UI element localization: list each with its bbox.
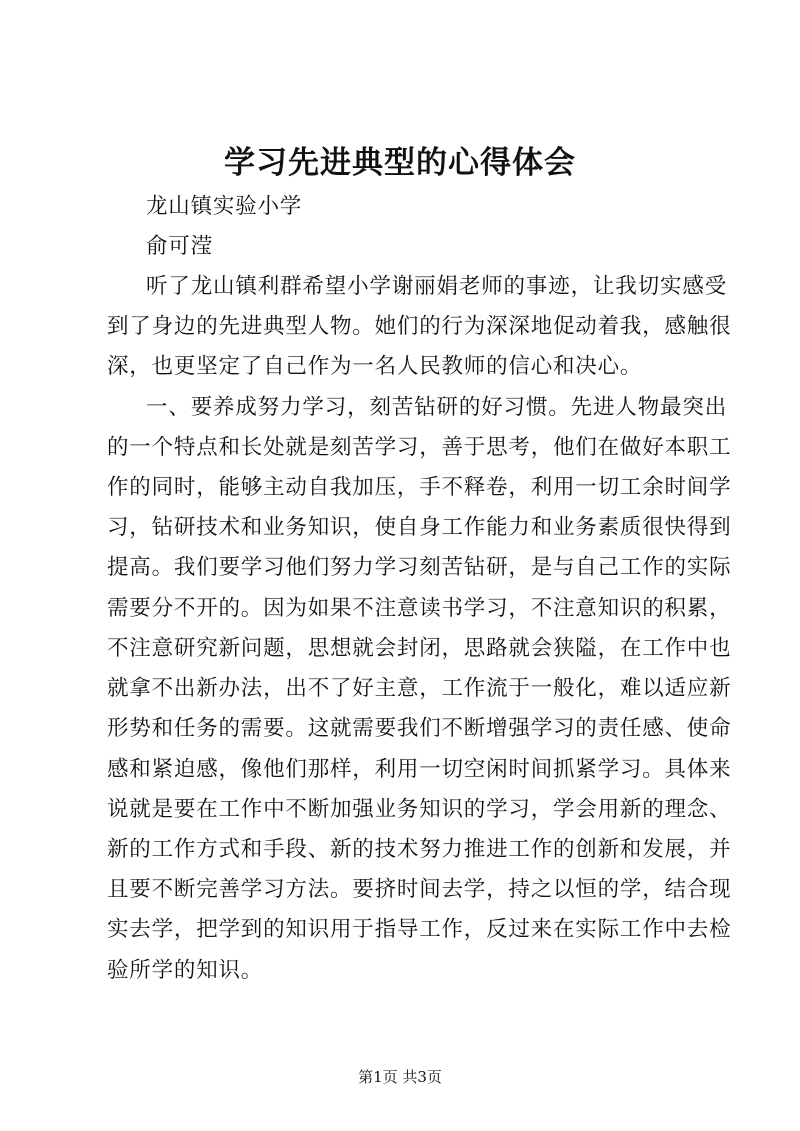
paragraph-line: 就拿不出新办法，出不了好主意，工作流于一般化，难以适应新 xyxy=(107,676,732,701)
paragraph-line: 提高。我们要学习他们努力学习刻苦钻研，是与自己工作的实际 xyxy=(107,555,732,580)
paragraph-line: 习，钻研技术和业务知识，使自身工作能力和业务素质很快得到 xyxy=(107,515,732,540)
document-title: 学习先进典型的心得体会 xyxy=(224,145,576,181)
paragraph-line: 形势和任务的需要。这就需要我们不断增强学习的责任感、使命 xyxy=(107,716,732,741)
author-name: 俞可滢 xyxy=(146,234,213,259)
paragraph-line: 验所学的知识。 xyxy=(107,958,264,983)
paragraph-line: 作的同时，能够主动自我加压，手不释卷，利用一切工余时间学 xyxy=(107,475,732,500)
paragraph-line: 说就是要在工作中不断加强业务知识的学习，学会用新的理念、 xyxy=(107,797,732,822)
page-number: 第1页 共3页 xyxy=(358,1068,442,1086)
paragraph-line: 一、要养成努力学习，刻苦钻研的好习惯。先进人物最突出 xyxy=(146,395,727,420)
paragraph-line: 实去学，把学到的知识用于指导工作，反过来在实际工作中去检 xyxy=(107,917,732,942)
paragraph-line: 的一个特点和长处就是刻苦学习，善于思考，他们在做好本职工 xyxy=(107,435,732,460)
paragraph-line: 到了身边的先进典型人物。她们的行为深深地促动着我，感触很 xyxy=(107,314,732,339)
paragraph-line: 深，也更坚定了自己作为一名人民教师的信心和决心。 xyxy=(107,354,643,379)
school-name: 龙山镇实验小学 xyxy=(146,194,303,219)
paragraph-line: 听了龙山镇利群希望小学谢丽娟老师的事迹，让我切实感受 xyxy=(146,274,727,299)
paragraph-line: 新的工作方式和手段、新的技术努力推进工作的创新和发展，并 xyxy=(107,837,732,862)
paragraph-line: 且要不断完善学习方法。要挤时间去学，持之以恒的学，结合现 xyxy=(107,877,732,902)
paragraph-line: 感和紧迫感，像他们那样，利用一切空闲时间抓紧学习。具体来 xyxy=(107,757,732,782)
paragraph-line: 不注意研究新问题，思想就会封闭，思路就会狭隘，在工作中也 xyxy=(107,636,732,661)
paragraph-line: 需要分不开的。因为如果不注意读书学习，不注意知识的积累， xyxy=(107,596,732,621)
